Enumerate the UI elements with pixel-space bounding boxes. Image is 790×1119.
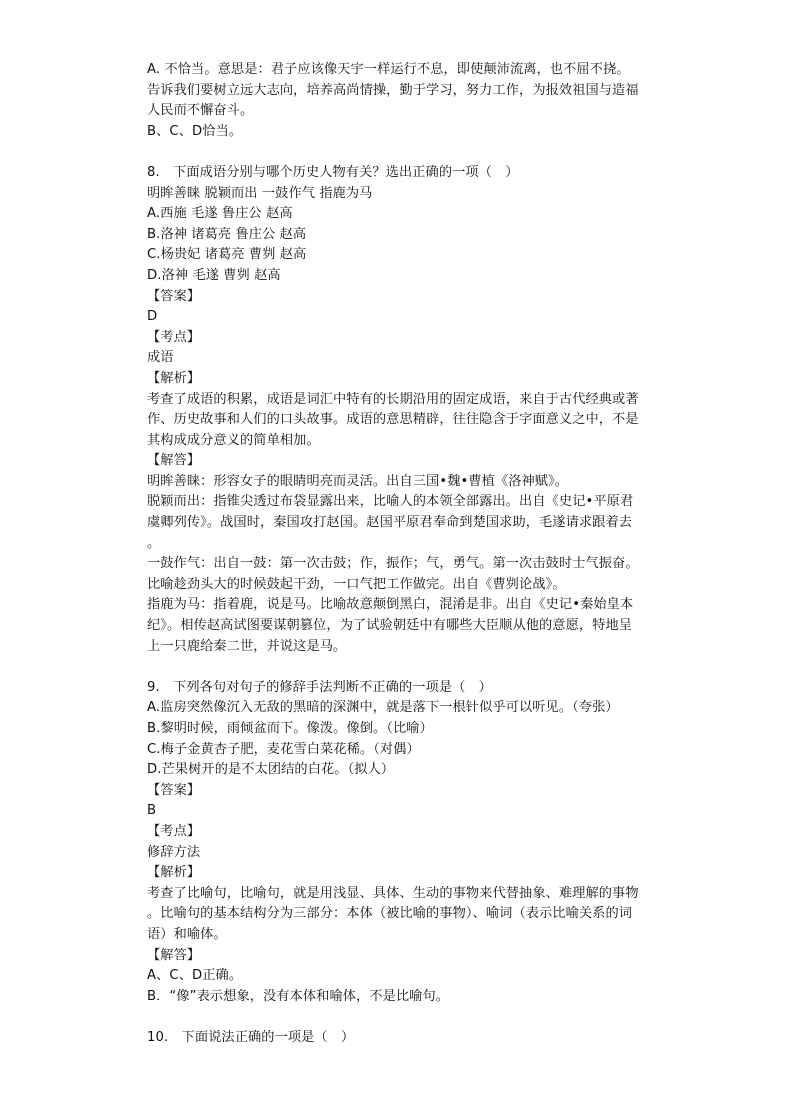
option-d: D.洛神 毛遂 曹刿 赵高 xyxy=(147,267,281,283)
q7-explanation-tail xyxy=(147,60,667,142)
analysis-line: 语）和喻体。 xyxy=(147,926,227,942)
question-stem: 8. 下面成语分别与哪个历史人物有关？选出正确的一项（ ） xyxy=(147,164,519,180)
option-b: B.洛神 诸葛亮 鲁庄公 赵高 xyxy=(147,226,307,242)
solution-line: 虞卿列传》。战国时，秦国攻打赵国。赵国平原君奉命到楚国求助，毛遂请求跟着去 xyxy=(147,515,633,531)
solution-line: 一鼓作气：出自一鼓：第一次击鼓；作，振作；气，勇气。第一次击鼓时士气振奋。 xyxy=(147,556,639,572)
solution-line: 脱颖而出：指锥尖透过布袋显露出来，比喻人的本领全部露出。出自《史记•平原君 xyxy=(147,494,634,510)
text-line: 告诉我们要树立远大志向，培养高尚情操，勤于学习，努力工作，为报效祖国与造福 xyxy=(147,82,639,98)
solution-line: 。 xyxy=(147,535,161,551)
spacer xyxy=(147,142,667,163)
analysis-heading: 【解析】 xyxy=(147,865,201,881)
text-line: B、C、D恰当。 xyxy=(147,123,243,139)
point-heading: 【考点】 xyxy=(147,329,201,345)
question-stem: 10. 下面说法正确的一项是（ ） xyxy=(147,1029,355,1045)
question-8 xyxy=(147,163,667,657)
question-stem: 9. 下列各句对句子的修辞手法判断不正确的一项是（ ） xyxy=(147,679,492,695)
solution-line: 明眸善睐：形容女子的眼睛明亮而灵活。出自三国•魏•曹植《洛神赋》。 xyxy=(147,473,569,489)
solution-line: 上一只鹿给秦二世，并说这是马。 xyxy=(147,638,347,654)
question-10 xyxy=(147,1028,667,1049)
spacer xyxy=(147,657,667,678)
question-9 xyxy=(147,678,667,1008)
option-c: C.杨贵妃 诸葛亮 曹刿 赵高 xyxy=(147,247,307,263)
answer-value: D xyxy=(147,309,158,325)
spacer xyxy=(147,1007,667,1028)
option-b: B.黎明时候，雨倾盆而下。像泼。像倒。（比喻） xyxy=(147,721,433,736)
text-line: A. 不恰当。意思是：君子应该像天宇一样运行不息，即使颠沛流离，也不屈不挠。 xyxy=(147,62,630,77)
answer-heading: 【答案】 xyxy=(147,782,201,798)
option-a: A.西施 毛遂 鲁庄公 赵高 xyxy=(147,206,293,222)
solution-line: 纪》。相传赵高试图要谋朝篡位，为了试验朝廷中有哪些大臣顺从他的意愿，特地呈 xyxy=(147,618,633,634)
point-value: 修辞方法 xyxy=(147,844,201,860)
solution-line: 指鹿为马：指着鹿，说是马。比喻故意颠倒黑白，混淆是非。出自《史记•秦始皇本 xyxy=(147,597,634,613)
solution-line: A、C、D正确。 xyxy=(147,968,243,984)
option-a: A.监房突然像沉入无敌的黑暗的深渊中，就是落下一根针似乎可以听见。（夸张） xyxy=(147,700,619,716)
solution-heading: 【解答】 xyxy=(147,453,201,469)
text-line: 人民而不懈奋斗。 xyxy=(147,103,254,119)
document-body xyxy=(147,60,667,1049)
point-heading: 【考点】 xyxy=(147,823,201,839)
answer-heading: 【答案】 xyxy=(147,288,201,304)
analysis-heading: 【解析】 xyxy=(147,370,201,386)
question-idioms: 明眸善睐 脱颖而出 一鼓作气 指鹿为马 xyxy=(147,185,373,201)
analysis-line: 考查了比喻句，比喻句，就是用浅显、具体、生动的事物来代替抽象、难理解的事物 xyxy=(147,885,639,901)
solution-line: B．“像”表示想象，没有本体和喻体，不是比喻句。 xyxy=(147,988,450,1004)
analysis-line: 作、历史故事和人们的口头故事。成语的意思精辟，往往隐含于字面意义之中，不是 xyxy=(147,412,639,428)
solution-heading: 【解答】 xyxy=(147,947,201,963)
point-value: 成语 xyxy=(147,350,174,366)
option-d: D.芒果树开的是不太团结的白花。（拟人） xyxy=(147,762,395,778)
analysis-line: 其构成成分意义的简单相加。 xyxy=(147,432,320,448)
answer-value: B xyxy=(147,803,157,819)
analysis-line: 。比喻句的基本结构分为三部分：本体（被比喻的事物）、喻词（表示比喻关系的词 xyxy=(147,906,633,922)
solution-line: 比喻趁劲头大的时候鼓起干劲，一口气把工作做完。出自《曹刿论战》。 xyxy=(147,576,566,592)
analysis-line: 考查了成语的积累，成语是词汇中特有的长期沿用的固定成语，来自于古代经典或著 xyxy=(147,391,639,407)
option-c: C.梅子金黄杏子肥，麦花雪白菜花稀。（对偶） xyxy=(147,741,420,757)
